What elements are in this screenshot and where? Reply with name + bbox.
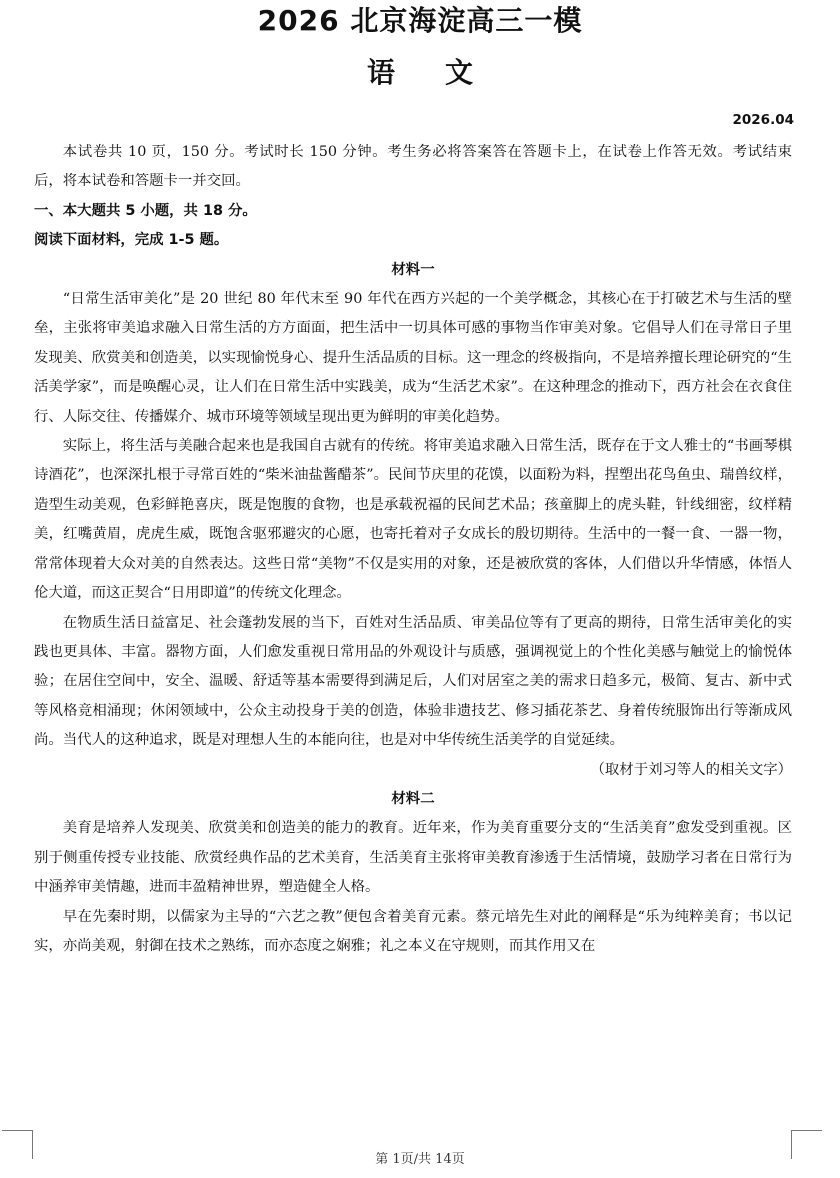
- material-two-heading: 材料二: [391, 790, 435, 807]
- material-one-paragraph: “日常生活审美化”是 20 世纪 80 年代末至 90 年代在西方兴起的一个美学概念，其核心在于打破艺术与生活的壁垒，主张将审美追求融入日常生活的方方面面，把生活中一切具体可感的事物当作审美对象。它倡导人们在寻常日子里发现美、欣赏美和创造美，以实现愉悦身心、提升生活品质的目标。这一理念的终极指向，不是培养擅长理论研究的“生活美学家”，而是唤醒心灵，让人们在日常生活中实践美，成为“生活艺术家”。在这种理念的推动下，西方社会在衣食住行、人际交往、传播媒介、城市环境等领域呈现出更为鲜明的审美化趋势。: [34, 291, 792, 425]
- material-two-paragraph: 早在先秦时期，以儒家为主导的“六艺之教”便包含着美育元素。蔡元培先生对此的阐释是“乐为纯粹美育；书以记实，亦尚美观，射御在技术之熟练，而亦态度之娴雅；礼之本义在守规则，而其作用又在: [34, 908, 792, 954]
- exam-content: [34, 138, 792, 961]
- material-one-heading: 材料一: [391, 261, 435, 278]
- reading-prompt: 阅读下面材料，完成 1-5 题。: [34, 232, 229, 249]
- section-title: 一、本大题共 5 小题，共 18 分。: [34, 202, 257, 219]
- material-two-paragraph: 美育是培养人发现美、欣赏美和创造美的能力的教育。近年来，作为美育重要分支的“生活美育”愈发受到重视。区别于侧重传授专业技能、欣赏经典作品的艺术美育，生活美育主张将审美教育渗透于生活情境，鼓励学习者在日常行为中涵养审美情趣，进而丰盈精神世界，塑造健全人格。: [34, 820, 792, 896]
- material-one-source: （取材于刘习等人的相关文字）: [590, 761, 792, 778]
- exam-date: 2026.04: [732, 112, 794, 128]
- material-one-paragraph: 实际上，将生活与美融合起来也是我国自古就有的传统。将审美追求融入日常生活，既存在于文人雅士的“书画琴棋诗酒花”，也深深扎根于寻常百姓的“柴米油盐酱醋茶”。民间节庆里的花馍，以面粉为料，捏塑出花鸟鱼虫、瑞兽纹样，造型生动美观，色彩鲜艳喜庆，既是饱腹的食物，也是承载祝福的民间艺术品；孩童脚上的虎头鞋，针线细密，纹样精美，红嘴黄眉，虎虎生威，既饱含驱邪避灾的心愿，也寄托着对子女成长的殷切期待。生活中的一餐一食、一器一物，常常体现着大众对美的自然表达。这些日常“美物”不仅是实用的对象，还是被欣赏的客体，人们借以升华情感，体悟人伦大道，而这正契合“日用即道”的传统文化理念。: [34, 438, 792, 602]
- material-one-paragraph: 在物质生活日益富足、社会蓬勃发展的当下，百姓对生活品质、审美品位等有了更高的期待，日常生活审美化的实践也更具体、丰富。器物方面，人们愈发重视日常用品的外观设计与质感，强调视觉上的个性化美感与触觉上的愉悦体验；在居住空间中，安全、温暖、舒适等基本需要得到满足后，人们对居室之美的需求日趋多元，极简、复古、新中式等风格竞相涌现；休闲领域中，公众主动投身于美的创造，体验非遗技艺、修习插花茶艺、身着传统服饰出行等渐成风尚。当代人的这种追求，既是对理想人生的本能向往，也是对中华传统生活美学的自觉延续。: [34, 614, 792, 749]
- instructions-paragraph: 本试卷共 10 页，150 分。考试时长 150 分钟。考生务必将答案答在答题卡上，在试卷上作答无效。考试结束后，将本试卷和答题卡一并交回。: [34, 144, 792, 190]
- exam-title: 2026 北京海淀高三一模: [257, 4, 583, 37]
- subject-title: 语文: [366, 56, 523, 89]
- page-number: 第 1页/共 14页: [375, 1152, 465, 1167]
